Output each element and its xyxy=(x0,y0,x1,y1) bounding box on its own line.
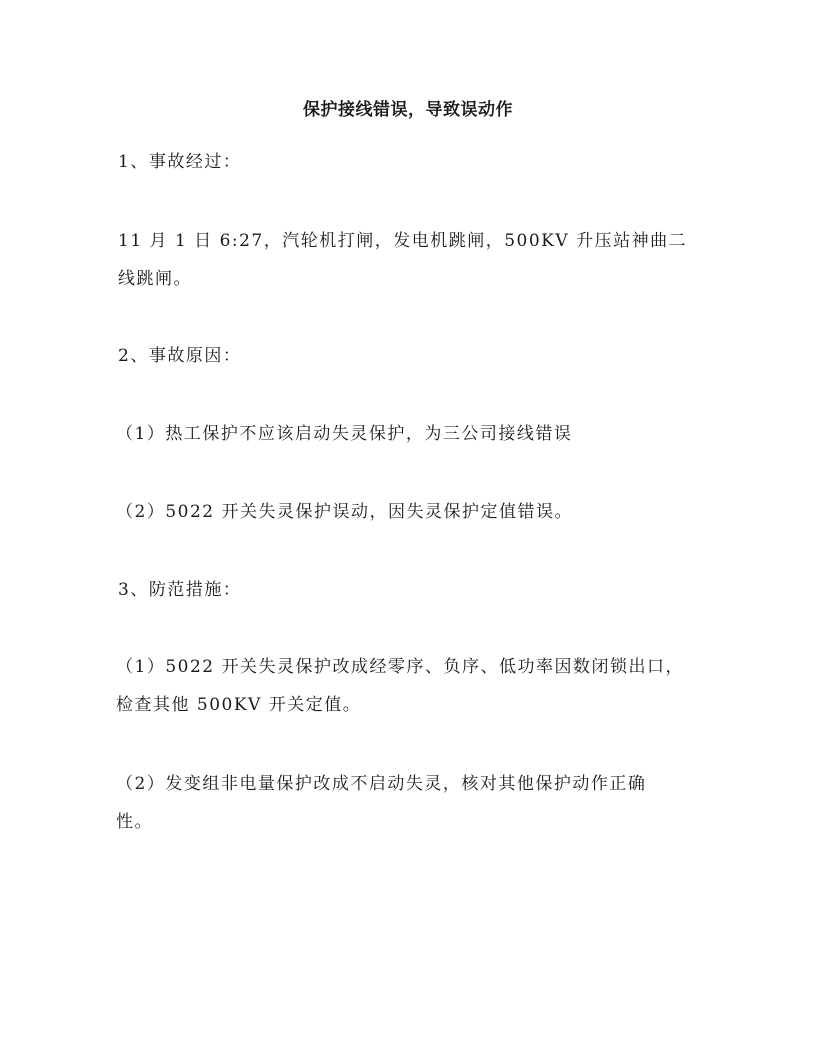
paragraph-line: 线跳闸。 xyxy=(118,269,192,289)
paragraph-line: 11 月 1 日 6:27，汽轮机打闸，发电机跳闸，500KV 升压站神曲二 xyxy=(118,231,688,251)
document-title: 保护接线错误，导致误动作 xyxy=(303,100,513,120)
paragraph-prevention-item-2 xyxy=(116,765,706,841)
paragraph-line: 性。 xyxy=(116,812,153,832)
paragraph-line: （1）热工保护不应该启动失灵保护，为三公司接线错误 xyxy=(116,424,573,444)
section-heading-cause xyxy=(118,337,708,375)
heading-text: 1、事故经过： xyxy=(118,152,242,172)
paragraph-line: （1）5022 开关失灵保护改成经零序、负序、低功率因数闭锁出口， xyxy=(116,657,684,677)
section-heading-incident xyxy=(118,143,708,181)
paragraph-prevention-item-1 xyxy=(116,648,706,724)
heading-text: 2、事故原因： xyxy=(118,346,242,366)
paragraph-line: （2）发变组非电量保护改成不启动失灵，核对其他保护动作正确 xyxy=(116,774,647,794)
paragraph-cause-item-1 xyxy=(116,415,706,453)
paragraph-cause-item-2 xyxy=(116,493,706,531)
paragraph-incident-description xyxy=(118,222,708,298)
section-heading-prevention xyxy=(118,571,708,609)
heading-text: 3、防范措施： xyxy=(118,580,242,600)
paragraph-line: （2）5022 开关失灵保护误动，因失灵保护定值错误。 xyxy=(116,502,573,522)
paragraph-line: 检查其他 500KV 开关定值。 xyxy=(116,695,362,715)
